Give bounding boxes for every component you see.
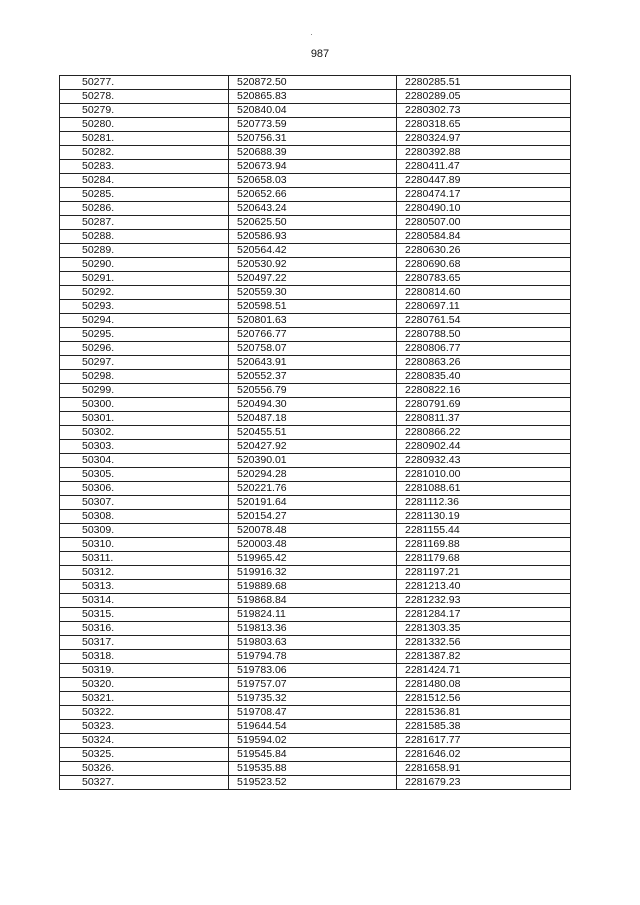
easting-cell: 520003.48	[229, 538, 397, 552]
northing-cell: 2280761.54	[397, 314, 571, 328]
northing-cell: 2280932.43	[397, 454, 571, 468]
page-number: 987	[310, 48, 330, 60]
northing-cell: 2280814.60	[397, 286, 571, 300]
table-row	[60, 258, 571, 272]
northing-cell: 2281088.61	[397, 482, 571, 496]
table-row	[60, 216, 571, 230]
row-id-cell: 50324.	[60, 734, 229, 748]
table-row	[60, 720, 571, 734]
easting-cell: 520756.31	[229, 132, 397, 146]
northing-cell: 2281480.08	[397, 678, 571, 692]
easting-cell: 520221.76	[229, 482, 397, 496]
easting-cell: 520643.91	[229, 356, 397, 370]
row-id-cell: 50327.	[60, 776, 229, 790]
table-row	[60, 692, 571, 706]
easting-cell: 519916.32	[229, 566, 397, 580]
table-row	[60, 482, 571, 496]
northing-cell: 2280302.73	[397, 104, 571, 118]
northing-cell: 2280697.11	[397, 300, 571, 314]
northing-cell: 2280791.69	[397, 398, 571, 412]
row-id-cell: 50304.	[60, 454, 229, 468]
row-id-cell: 50310.	[60, 538, 229, 552]
easting-cell: 520625.50	[229, 216, 397, 230]
easting-cell: 520191.64	[229, 496, 397, 510]
northing-cell: 2281213.40	[397, 580, 571, 594]
northing-cell: 2281169.88	[397, 538, 571, 552]
table-row	[60, 580, 571, 594]
table-row	[60, 440, 571, 454]
northing-cell: 2280584.84	[397, 230, 571, 244]
table-row	[60, 90, 571, 104]
easting-cell: 520586.93	[229, 230, 397, 244]
table-row	[60, 160, 571, 174]
easting-cell: 520559.30	[229, 286, 397, 300]
northing-cell: 2281179.68	[397, 552, 571, 566]
row-id-cell: 50278.	[60, 90, 229, 104]
row-id-cell: 50308.	[60, 510, 229, 524]
table-row	[60, 454, 571, 468]
row-id-cell: 50287.	[60, 216, 229, 230]
table-row	[60, 678, 571, 692]
easting-cell: 519594.02	[229, 734, 397, 748]
table-row	[60, 314, 571, 328]
table-row	[60, 608, 571, 622]
table-row	[60, 272, 571, 286]
table-row	[60, 650, 571, 664]
northing-cell: 2281197.21	[397, 566, 571, 580]
table-row	[60, 286, 571, 300]
northing-cell: 2281585.38	[397, 720, 571, 734]
easting-cell: 520598.51	[229, 300, 397, 314]
easting-cell: 519545.84	[229, 748, 397, 762]
table-row	[60, 496, 571, 510]
northing-cell: 2281303.35	[397, 622, 571, 636]
row-id-cell: 50321.	[60, 692, 229, 706]
easting-cell: 520294.28	[229, 468, 397, 482]
row-id-cell: 50302.	[60, 426, 229, 440]
table-row	[60, 664, 571, 678]
easting-cell: 520390.01	[229, 454, 397, 468]
row-id-cell: 50311.	[60, 552, 229, 566]
northing-cell: 2280788.50	[397, 328, 571, 342]
table-row	[60, 118, 571, 132]
table-row	[60, 328, 571, 342]
table-row	[60, 636, 571, 650]
northing-cell: 2280324.97	[397, 132, 571, 146]
row-id-cell: 50320.	[60, 678, 229, 692]
scan-speck	[311, 34, 312, 35]
easting-cell: 520658.03	[229, 174, 397, 188]
row-id-cell: 50326.	[60, 762, 229, 776]
row-id-cell: 50306.	[60, 482, 229, 496]
row-id-cell: 50300.	[60, 398, 229, 412]
row-id-cell: 50319.	[60, 664, 229, 678]
easting-cell: 520872.50	[229, 76, 397, 90]
northing-cell: 2280289.05	[397, 90, 571, 104]
table-row	[60, 132, 571, 146]
row-id-cell: 50314.	[60, 594, 229, 608]
northing-cell: 2281010.00	[397, 468, 571, 482]
easting-cell: 519803.63	[229, 636, 397, 650]
easting-cell: 519783.06	[229, 664, 397, 678]
easting-cell: 520673.94	[229, 160, 397, 174]
row-id-cell: 50288.	[60, 230, 229, 244]
northing-cell: 2280806.77	[397, 342, 571, 356]
northing-cell: 2281679.23	[397, 776, 571, 790]
table-row	[60, 146, 571, 160]
easting-cell: 520078.48	[229, 524, 397, 538]
northing-cell: 2281130.19	[397, 510, 571, 524]
table-row	[60, 356, 571, 370]
northing-cell: 2280490.10	[397, 202, 571, 216]
easting-cell: 519794.78	[229, 650, 397, 664]
northing-cell: 2280630.26	[397, 244, 571, 258]
row-id-cell: 50281.	[60, 132, 229, 146]
easting-cell: 520154.27	[229, 510, 397, 524]
row-id-cell: 50316.	[60, 622, 229, 636]
table-row	[60, 734, 571, 748]
easting-cell: 519757.07	[229, 678, 397, 692]
northing-cell: 2280866.22	[397, 426, 571, 440]
row-id-cell: 50322.	[60, 706, 229, 720]
northing-cell: 2281112.36	[397, 496, 571, 510]
easting-cell: 520773.59	[229, 118, 397, 132]
row-id-cell: 50289.	[60, 244, 229, 258]
table-row	[60, 384, 571, 398]
easting-cell: 520427.92	[229, 440, 397, 454]
easting-cell: 520865.83	[229, 90, 397, 104]
table-row	[60, 594, 571, 608]
row-id-cell: 50294.	[60, 314, 229, 328]
northing-cell: 2280811.37	[397, 412, 571, 426]
northing-cell: 2280392.88	[397, 146, 571, 160]
northing-cell: 2281387.82	[397, 650, 571, 664]
easting-cell: 519535.88	[229, 762, 397, 776]
row-id-cell: 50312.	[60, 566, 229, 580]
easting-cell: 520643.24	[229, 202, 397, 216]
easting-cell: 519965.42	[229, 552, 397, 566]
easting-cell: 520652.66	[229, 188, 397, 202]
northing-cell: 2280783.65	[397, 272, 571, 286]
row-id-cell: 50282.	[60, 146, 229, 160]
northing-cell: 2281536.81	[397, 706, 571, 720]
northing-cell: 2280835.40	[397, 370, 571, 384]
table-row	[60, 188, 571, 202]
table-row	[60, 510, 571, 524]
easting-cell: 520530.92	[229, 258, 397, 272]
table-row	[60, 104, 571, 118]
easting-cell: 520688.39	[229, 146, 397, 160]
northing-cell: 2281332.56	[397, 636, 571, 650]
easting-cell: 519889.68	[229, 580, 397, 594]
row-id-cell: 50283.	[60, 160, 229, 174]
row-id-cell: 50293.	[60, 300, 229, 314]
table-row	[60, 468, 571, 482]
row-id-cell: 50305.	[60, 468, 229, 482]
northing-cell: 2280447.89	[397, 174, 571, 188]
northing-cell: 2281512.56	[397, 692, 571, 706]
row-id-cell: 50301.	[60, 412, 229, 426]
row-id-cell: 50299.	[60, 384, 229, 398]
easting-cell: 520801.63	[229, 314, 397, 328]
row-id-cell: 50298.	[60, 370, 229, 384]
easting-cell: 519644.54	[229, 720, 397, 734]
table-row	[60, 776, 571, 790]
table-row	[60, 538, 571, 552]
easting-cell: 519523.52	[229, 776, 397, 790]
row-id-cell: 50295.	[60, 328, 229, 342]
row-id-cell: 50284.	[60, 174, 229, 188]
row-id-cell: 50309.	[60, 524, 229, 538]
row-id-cell: 50280.	[60, 118, 229, 132]
easting-cell: 520494.30	[229, 398, 397, 412]
northing-cell: 2281658.91	[397, 762, 571, 776]
table-row	[60, 566, 571, 580]
table-row	[60, 706, 571, 720]
northing-cell: 2281617.77	[397, 734, 571, 748]
northing-cell: 2280474.17	[397, 188, 571, 202]
easting-cell: 520497.22	[229, 272, 397, 286]
row-id-cell: 50290.	[60, 258, 229, 272]
table-row	[60, 202, 571, 216]
northing-cell: 2281424.71	[397, 664, 571, 678]
row-id-cell: 50279.	[60, 104, 229, 118]
table-row	[60, 748, 571, 762]
easting-cell: 520564.42	[229, 244, 397, 258]
table-row	[60, 762, 571, 776]
easting-cell: 519708.47	[229, 706, 397, 720]
row-id-cell: 50315.	[60, 608, 229, 622]
row-id-cell: 50286.	[60, 202, 229, 216]
northing-cell: 2280318.65	[397, 118, 571, 132]
row-id-cell: 50296.	[60, 342, 229, 356]
row-id-cell: 50277.	[60, 76, 229, 90]
table-row	[60, 244, 571, 258]
northing-cell: 2280690.68	[397, 258, 571, 272]
easting-cell: 520552.37	[229, 370, 397, 384]
easting-cell: 520556.79	[229, 384, 397, 398]
easting-cell: 520766.77	[229, 328, 397, 342]
row-id-cell: 50323.	[60, 720, 229, 734]
table-row	[60, 412, 571, 426]
table-row	[60, 342, 571, 356]
northing-cell: 2281284.17	[397, 608, 571, 622]
table-row	[60, 230, 571, 244]
northing-cell: 2281646.02	[397, 748, 571, 762]
row-id-cell: 50317.	[60, 636, 229, 650]
easting-cell: 519813.36	[229, 622, 397, 636]
row-id-cell: 50325.	[60, 748, 229, 762]
easting-cell: 519735.32	[229, 692, 397, 706]
northing-cell: 2280902.44	[397, 440, 571, 454]
northing-cell: 2280285.51	[397, 76, 571, 90]
table-row	[60, 76, 571, 90]
easting-cell: 520455.51	[229, 426, 397, 440]
row-id-cell: 50313.	[60, 580, 229, 594]
northing-cell: 2281155.44	[397, 524, 571, 538]
easting-cell: 519868.84	[229, 594, 397, 608]
row-id-cell: 50297.	[60, 356, 229, 370]
row-id-cell: 50303.	[60, 440, 229, 454]
easting-cell: 520487.18	[229, 412, 397, 426]
northing-cell: 2280863.26	[397, 356, 571, 370]
row-id-cell: 50307.	[60, 496, 229, 510]
northing-cell: 2280822.16	[397, 384, 571, 398]
table-row	[60, 622, 571, 636]
northing-cell: 2280507.00	[397, 216, 571, 230]
easting-cell: 520840.04	[229, 104, 397, 118]
table-row	[60, 174, 571, 188]
easting-cell: 519824.11	[229, 608, 397, 622]
row-id-cell: 50292.	[60, 286, 229, 300]
table-row	[60, 426, 571, 440]
table-row	[60, 300, 571, 314]
easting-cell: 520758.07	[229, 342, 397, 356]
northing-cell: 2281232.93	[397, 594, 571, 608]
table-row	[60, 552, 571, 566]
northing-cell: 2280411.47	[397, 160, 571, 174]
coordinates-table	[59, 75, 571, 790]
row-id-cell: 50291.	[60, 272, 229, 286]
row-id-cell: 50318.	[60, 650, 229, 664]
row-id-cell: 50285.	[60, 188, 229, 202]
table-row	[60, 524, 571, 538]
table-row	[60, 370, 571, 384]
table-row	[60, 398, 571, 412]
